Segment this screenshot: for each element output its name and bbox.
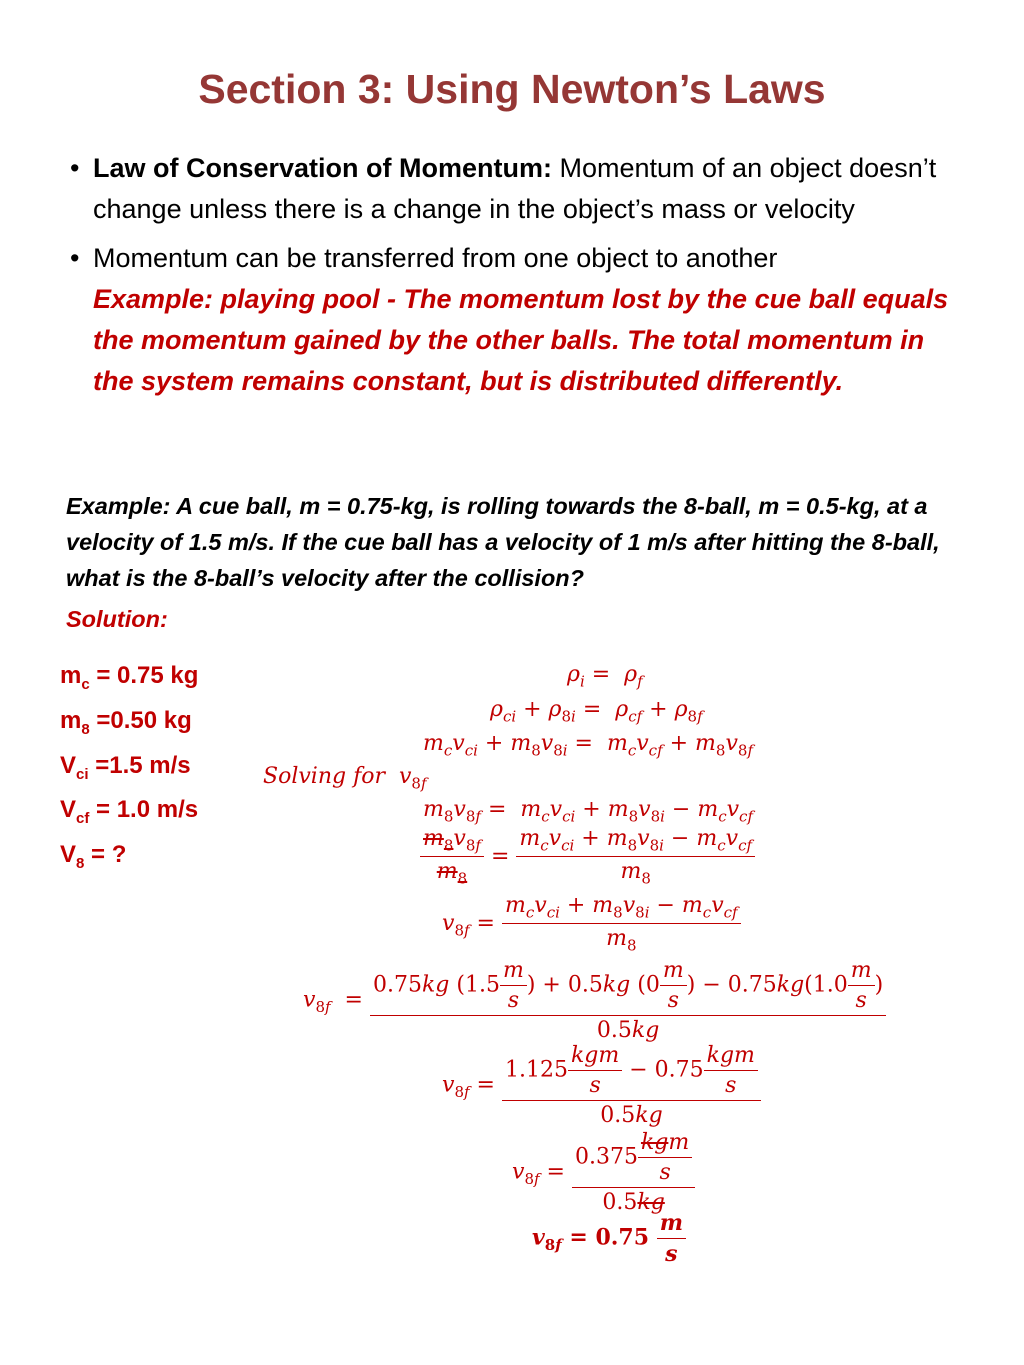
equation-divide-m8: $\frac{m_8v_{8f}}{m_8}$ = $\frac{m_cv_{ci} + m_8v_{8i} - m_cv_{cf}}{m_8}$ <box>420 826 755 888</box>
equation-momentum-conservation: $\rho_i = \rho_f$ <box>567 662 643 691</box>
equation-momentum-sum: $\rho_{ci} + \rho_{8i} = \rho_{cf} + \rho_{8f}$ <box>490 697 703 726</box>
given-values <box>60 658 198 882</box>
equation-mass-velocity: $m_cv_{ci} + m_8v_{8i} = m_cv_{cf} + m_8v_{8f}$ <box>423 731 753 760</box>
given-vcf: $V_{cf} = 1.0$ m/s <box>60 796 199 828</box>
bullet-icon: • <box>70 153 80 183</box>
solving-for-label: Solving for $v_{8f}$ <box>263 764 427 793</box>
final-answer: $v_{8f} = 0.75$ $\frac{m}{s}$ <box>532 1210 686 1267</box>
bullet-example: Example: playing pool - The momentum lost by the cue ball equals the momentum gained by the other balls. The total momentum in the system remains constant, but is distributed differently. <box>93 284 949 396</box>
equation-rearranged: $m_8v_{8f} = m_cv_{ci} + m_8v_{8i} - m_cv_{cf}$ <box>423 797 753 826</box>
equation-v8f-formula: $v_{8f}$ = $\frac{m_cv_{ci} + m_8v_{8i} - m_cv_{cf}}{m_8}$ <box>442 893 741 955</box>
bullet-icon: • <box>70 243 80 273</box>
page-title: Section 3: Using Newton’s Laws <box>198 66 826 112</box>
given-vci: $V_{ci} =1.5$ m/s <box>60 751 191 783</box>
bullet-item <box>70 148 970 230</box>
equation-simplified: $v_{8f}$ = 0.375 $\frac{\text{kgm}}{s}$ 0.5kg <box>512 1130 695 1215</box>
given-v8: $V_8$ = ? <box>60 841 127 872</box>
bullet-item <box>70 238 970 402</box>
equation-substitution: $v_{8f}$ = 0.75kg (1.5 $\frac{m}{s}$ ) + 0.5kg (0 $\frac{m}{s}$ ) − 0.75kg(1.0 $\frac{m}{s}$ ) 0.5kg <box>303 958 886 1043</box>
bullet-list <box>70 148 970 410</box>
equation-momentum-values: $v_{8f}$ = 1.125 $\frac{\text{kgm}}{s}$ − 0.75 $\frac{\text{kgm}}{s}$ 0.5kg <box>442 1043 761 1128</box>
bullet-text: Momentum of an object doesn’t change unless there is a change in the object’s mass or velocity <box>93 153 937 224</box>
given-mc: $m_c = 0.75$ kg <box>60 662 199 693</box>
solution-label: Solution: <box>66 606 168 632</box>
example-problem: Example: A cue ball, m = 0.75-kg, is rolling towards the 8-ball, m = 0.5-kg, at a velocity of 1.5 m/s. If the cue ball has a velocity of 1 m/s after hitting the 8-ball, what is the 8-ball’s velocity after the collision? <box>66 493 940 591</box>
bullet-bold-heading: Law of Conservation of Momentum: <box>93 153 552 183</box>
bullet-text: Momentum can be transferred from one object to another <box>93 243 778 273</box>
given-m8: $m_8 =0.50$ kg <box>60 706 192 738</box>
